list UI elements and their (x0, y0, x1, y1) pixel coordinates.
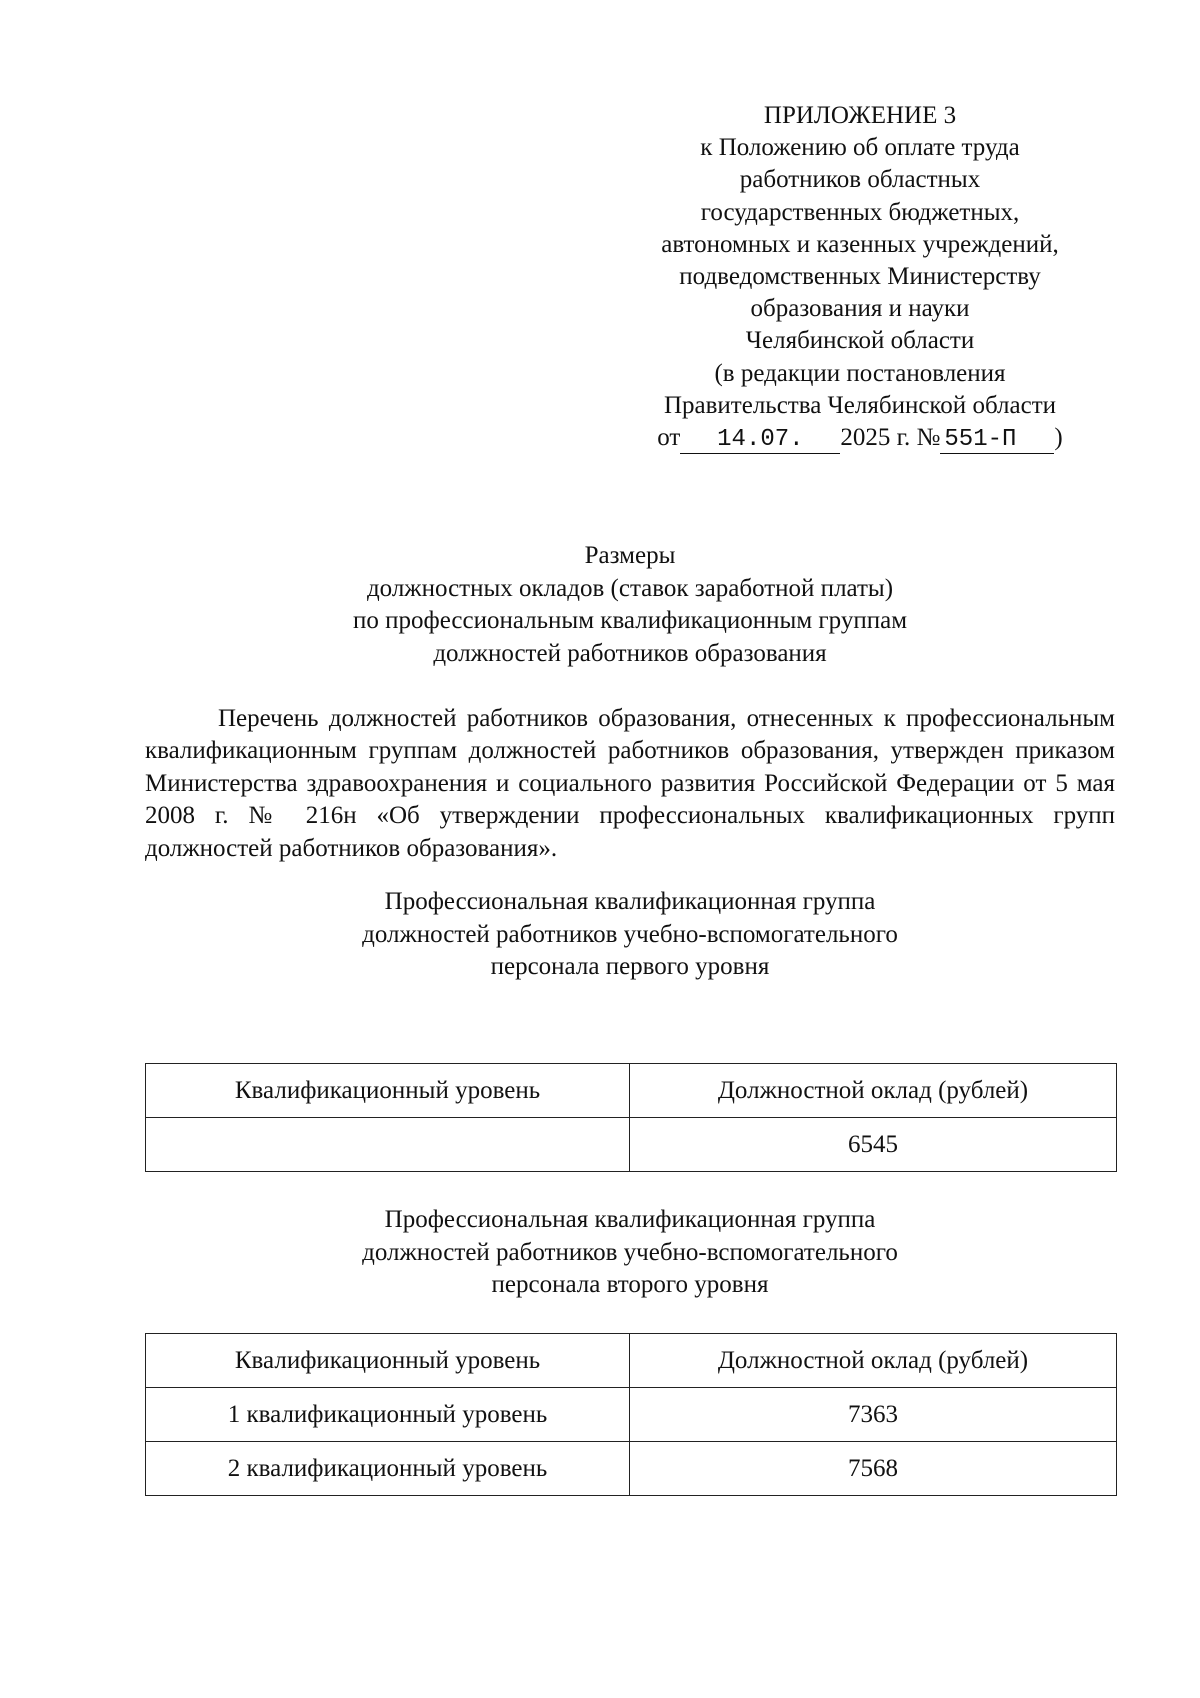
appendix-header (600, 100, 1120, 454)
column-header-level: Квалификационный уровень (146, 1064, 630, 1118)
column-header-salary: Должностной оклад (рублей) (630, 1064, 1117, 1118)
year-text: 2025 г. № (840, 424, 941, 452)
document-title (145, 540, 1115, 670)
table-header-row (146, 1064, 1117, 1118)
title-line: должностей работников образования (433, 639, 827, 667)
appendix-line: образования и науки (750, 295, 970, 323)
group-1-salary-table (145, 1063, 1117, 1172)
title-line: по профессиональным квалификационным группам (352, 607, 908, 634)
cell-salary: 6545 (630, 1118, 1117, 1172)
appendix-line: государственных бюджетных, (700, 198, 1020, 226)
appendix-line: Правительства Челябинской области (663, 391, 1057, 419)
date-prefix: от (657, 424, 681, 452)
table-header-row (146, 1334, 1117, 1388)
appendix-title: ПРИЛОЖЕНИЕ 3 (763, 102, 957, 129)
group-2-salary-table (145, 1333, 1117, 1496)
appendix-line: к Положению об оплате труда (700, 134, 1020, 162)
appendix-line: автономных и казенных учреждений, (661, 230, 1059, 258)
resolution-number: 551-П (940, 427, 1054, 454)
cell-salary: 7568 (630, 1442, 1117, 1496)
table-row (146, 1442, 1117, 1496)
column-header-salary: Должностной оклад (рублей) (630, 1334, 1117, 1388)
resolution-date: 14.07. (680, 427, 840, 454)
group-1-heading (145, 886, 1115, 984)
group-heading-line: должностей работников учебно-вспомогательного (362, 1238, 898, 1266)
cell-level: 2 квалификационный уровень (146, 1442, 630, 1496)
closing-paren: ) (1054, 424, 1063, 452)
table-row (146, 1388, 1117, 1442)
appendix-date-line (600, 422, 1120, 454)
group-2-heading (145, 1204, 1115, 1302)
cell-level: 1 квалификационный уровень (146, 1388, 630, 1442)
appendix-line: работников областных (739, 166, 981, 194)
title-line: Размеры (584, 542, 676, 569)
table-row (146, 1118, 1117, 1172)
appendix-line: (в редакции постановления (714, 359, 1006, 387)
group-heading-line: должностей работников учебно-вспомогательного (362, 920, 898, 948)
column-header-level: Квалификационный уровень (146, 1334, 630, 1388)
group-heading-line: персонала второго уровня (491, 1271, 769, 1298)
group-heading-line: персонала первого уровня (490, 953, 770, 980)
group-heading-line: Профессиональная квалификационная группа (384, 888, 876, 915)
appendix-line: Челябинской области (745, 327, 975, 355)
intro-paragraph: Перечень должностей работников образования, отнесенных к профессиональным квалификационным группам должностей работников образования, утвержден приказом Министерства здравоохранения и социального развития Российской Федерации от 5 мая 2008 г. № 216н «Об утверждении профессиональных квалификационных групп должностей работников образования». (145, 705, 1115, 862)
cell-level (146, 1118, 630, 1172)
title-line: должностных окладов (ставок заработной платы) (366, 574, 894, 602)
cell-salary: 7363 (630, 1388, 1117, 1442)
group-heading-line: Профессиональная квалификационная группа (384, 1206, 876, 1233)
appendix-line: подведомственных Министерству (679, 263, 1041, 291)
